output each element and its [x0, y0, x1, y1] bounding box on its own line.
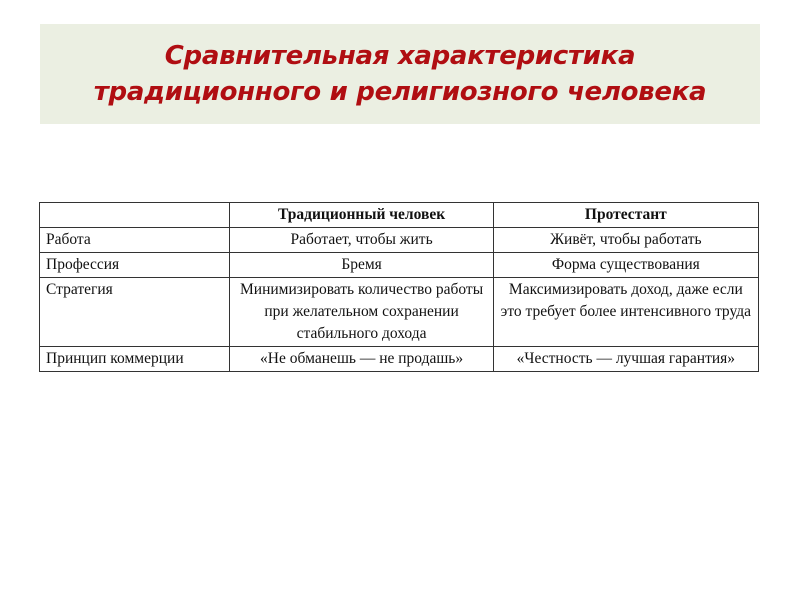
cell-traditional: «Не обманешь — не продашь»: [230, 347, 493, 372]
table-row: [40, 278, 759, 347]
row-label: Принцип коммерции: [40, 347, 230, 372]
cell-traditional: Минимизировать количество работы при желательном сохранении стабильного дохода: [230, 278, 493, 347]
header-protestant: Протестант: [493, 203, 758, 228]
cell-traditional: Бремя: [230, 253, 493, 278]
table-row: [40, 347, 759, 372]
cell-protestant: Форма существования: [493, 253, 758, 278]
table-row: [40, 228, 759, 253]
row-label: Стратегия: [40, 278, 230, 347]
title-banner: [40, 24, 760, 124]
slide-title-line-2: традиционного и религиозного человека: [93, 77, 707, 107]
cell-protestant: «Честность — лучшая гарантия»: [493, 347, 758, 372]
header-traditional: Традиционный человек: [230, 203, 493, 228]
table-header-row: [40, 203, 759, 228]
cell-protestant: Максимизировать доход, даже если это требует более интенсивного труда: [493, 278, 758, 347]
row-label: Работа: [40, 228, 230, 253]
row-label: Профессия: [40, 253, 230, 278]
comparison-table: [39, 202, 759, 372]
table-row: [40, 253, 759, 278]
header-empty-cell: [40, 203, 230, 228]
slide-title-line-1: Сравнительная характеристика: [164, 41, 636, 71]
cell-protestant: Живёт, чтобы работать: [493, 228, 758, 253]
cell-traditional: Работает, чтобы жить: [230, 228, 493, 253]
